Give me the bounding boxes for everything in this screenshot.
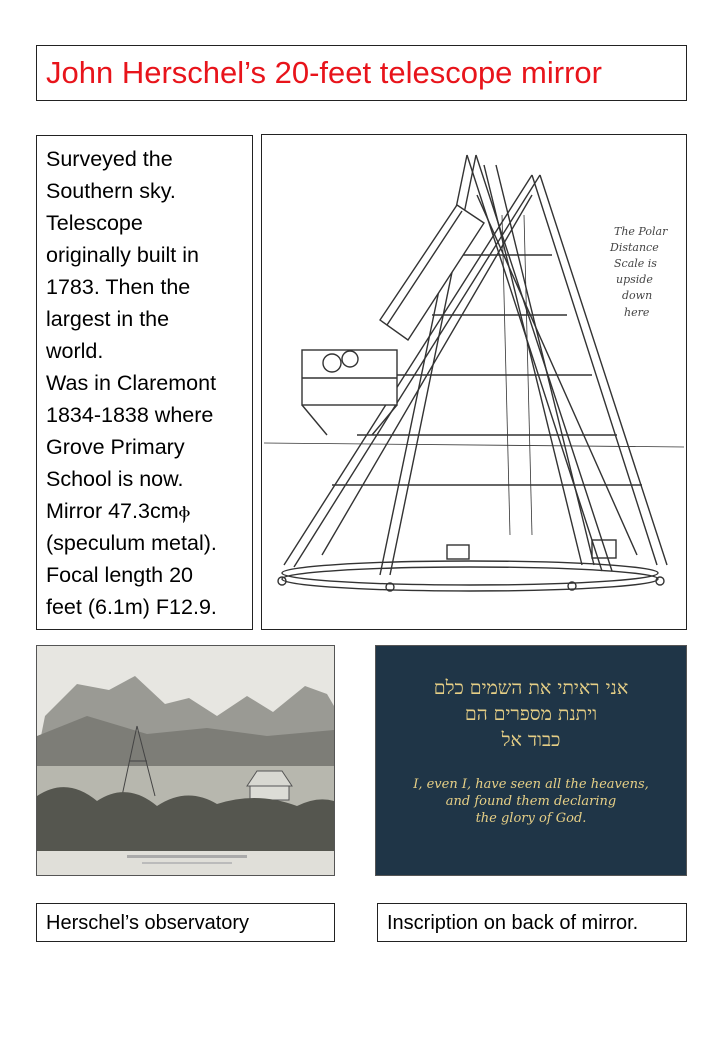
- page-title: John Herschel’s 20-feet telescope mirror: [46, 55, 602, 90]
- description-line: 1783. Then the: [46, 275, 191, 299]
- note-line: The Polar: [614, 225, 668, 238]
- description-line: Focal length 20: [46, 563, 194, 587]
- note-line: Scale is: [614, 257, 657, 270]
- english-line: I, even I, have seen all the heavens,: [413, 777, 649, 792]
- description-line: Southern sky.: [46, 179, 176, 203]
- description-line: originally built in: [46, 243, 199, 267]
- hebrew-line: ויתנת מספרים הם: [464, 703, 598, 725]
- handwritten-note: [609, 225, 668, 319]
- observatory-engraving: [36, 645, 335, 876]
- engraving-image: [37, 646, 334, 875]
- note-line: down: [622, 289, 653, 302]
- title-box: [36, 45, 687, 101]
- english-line: the glory of God.: [475, 811, 587, 826]
- hebrew-line: כבוד אל: [501, 729, 561, 751]
- mirror-caption-box: [377, 903, 687, 942]
- english-line: and found them declaring: [445, 794, 617, 809]
- telescope-drawing: [261, 134, 687, 630]
- hebrew-line: אני ראיתי את השמים כלם: [433, 677, 629, 699]
- description-line: largest in the: [46, 307, 170, 331]
- description-line: world.: [46, 339, 104, 363]
- note-line: Distance: [610, 241, 659, 254]
- description-line: feet (6.1m) F12.9.: [46, 595, 217, 619]
- description-line: (speculum metal).: [46, 531, 217, 555]
- description-line: School is now.: [46, 467, 184, 491]
- description-line: Mirror 47.3cmⲫ: [46, 499, 191, 523]
- description-text: [37, 136, 252, 623]
- description-box: [36, 135, 253, 630]
- telescope-sketch: [262, 135, 686, 629]
- description-line: Grove Primary: [46, 435, 185, 459]
- description-line: Was in Claremont: [46, 371, 217, 395]
- description-line: Surveyed the: [46, 147, 173, 171]
- description-line: 1834-1838 where: [46, 403, 214, 427]
- mirror-inscription-photo: [375, 645, 687, 876]
- note-line: upside: [616, 273, 653, 286]
- observatory-caption-box: [36, 903, 335, 942]
- observatory-caption: Herschel’s observatory: [46, 912, 250, 934]
- note-line: here: [624, 306, 650, 319]
- description-line: Telescope: [46, 211, 143, 235]
- mirror-caption: Inscription on back of mirror.: [387, 912, 639, 934]
